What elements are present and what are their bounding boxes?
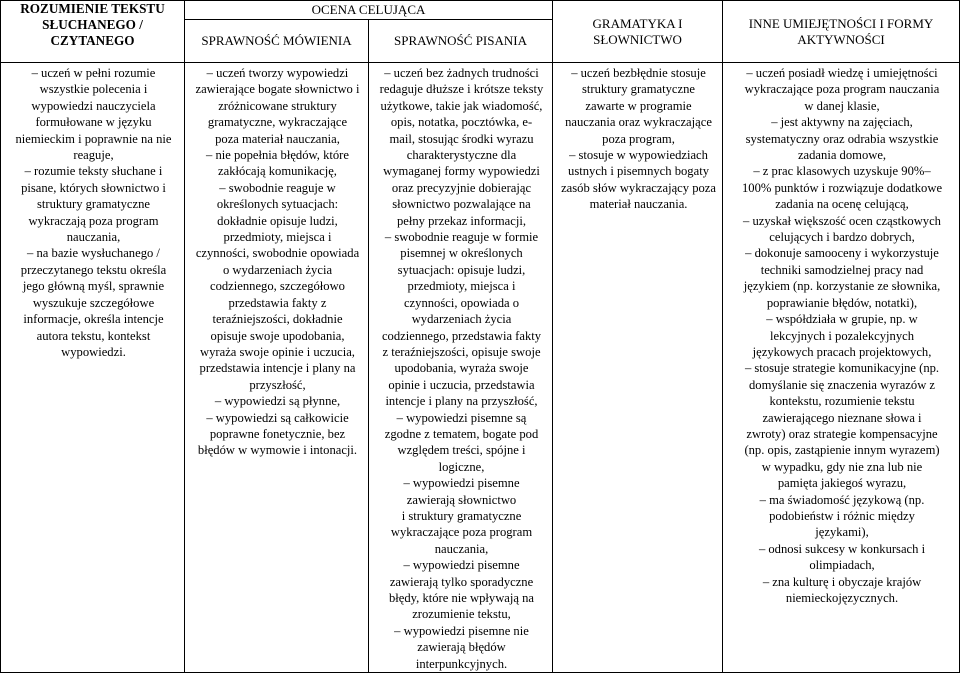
criteria-line: oraz precyzyjnie dobierając bbox=[391, 180, 532, 195]
criteria-cell-speaking bbox=[185, 63, 369, 673]
criteria-line: pisane, których słownictwo i bbox=[21, 180, 166, 195]
criteria-line: struktury gramatyczne bbox=[37, 197, 150, 212]
criteria-line: nauczania oraz wykraczające bbox=[565, 115, 712, 130]
criteria-line: – współdziała w grupie, np. w bbox=[766, 312, 918, 327]
criteria-line: z teraźniejszości, opisuje swoje bbox=[382, 344, 541, 359]
criteria-line: – uzyskał większość ocen cząstkowych bbox=[743, 213, 941, 228]
criteria-line: zróżnicowane struktury bbox=[218, 98, 337, 113]
header-line: ROZUMIENIE TEKSTU bbox=[20, 1, 165, 16]
criteria-line: – wypowiedzi są całkowicie bbox=[206, 410, 349, 425]
criteria-line: nauczania, bbox=[434, 541, 489, 556]
criteria-line: jego główną myśl, sprawnie bbox=[22, 279, 165, 294]
criteria-line: – swobodnie reaguje w bbox=[219, 180, 336, 195]
criteria-line: wypowiedzi nauczyciela bbox=[31, 98, 156, 113]
criteria-line: – uczeń bez żadnych trudności bbox=[384, 66, 539, 80]
criteria-line: – z prac klasowych uzyskuje 90%– bbox=[753, 164, 931, 179]
criteria-line: – uczeń tworzy wypowiedzi bbox=[206, 66, 349, 80]
criteria-line: kontekstu, rozumienie tekstu bbox=[769, 394, 915, 409]
criteria-line: – wypowiedzi pisemne bbox=[403, 476, 520, 491]
criteria-line: zawierającego nieznane słowa i bbox=[762, 410, 922, 425]
criteria-line: niemieckojęzycznych. bbox=[785, 591, 899, 605]
criteria-line: lekcyjnych i pozalekcyjnych bbox=[769, 328, 915, 343]
criteria-cell-writing bbox=[369, 63, 553, 673]
criteria-line: wszystkie polecenia i bbox=[39, 82, 148, 97]
criteria-line: względem treści, spójne i bbox=[397, 443, 526, 458]
criteria-line: techniki samodzielnej pracy nad bbox=[760, 262, 924, 277]
criteria-line: zgodne z tematem, bogate pod bbox=[384, 426, 539, 441]
criteria-line: zadania domowe, bbox=[797, 148, 887, 163]
criteria-line: opisuje swoje upodobania, bbox=[210, 328, 345, 343]
criteria-line: codziennego, szczegółowo bbox=[210, 279, 345, 294]
criteria-line: przedstawia intencje i plany na bbox=[199, 361, 356, 376]
criteria-line: – jest aktywny na zajęciach, bbox=[771, 115, 913, 130]
criteria-line: – swobodnie reaguje w formie bbox=[384, 230, 539, 245]
criteria-line: mail, stosując środki wyrazu bbox=[389, 131, 534, 146]
criteria-line: opis, notatka, pocztówka, e- bbox=[390, 115, 533, 130]
column-header-writing: SPRAWNOŚĆ PISANIA bbox=[369, 20, 553, 63]
criteria-line: reaguje, bbox=[73, 148, 114, 163]
criteria-line: – uczeń posiadł wiedzę i umiejętności bbox=[746, 66, 938, 80]
criteria-line: – uczeń bezbłędnie stosuje bbox=[571, 66, 706, 80]
criteria-line: – uczeń w pełni rozumie bbox=[31, 66, 156, 80]
header-line: AKTYWNOŚCI bbox=[797, 31, 885, 47]
criteria-line: – odnosi sukcesy w konkursach i bbox=[758, 541, 926, 556]
criteria-line: teraźniejszości, dokładnie bbox=[212, 312, 343, 327]
criteria-line: przedmioty, miejsca i bbox=[223, 230, 332, 245]
criteria-line: charakterystyczne dla bbox=[406, 148, 517, 163]
criteria-line: słownictwo pozwalające na bbox=[392, 197, 531, 212]
criteria-line: autora tekstu, kontekst bbox=[36, 328, 151, 343]
criteria-line: poprawianie błędów, notatki), bbox=[766, 295, 918, 310]
criteria-line: zrozumienie tekstu, bbox=[412, 607, 511, 622]
criteria-line: ustnych i pisemnych bogaty bbox=[568, 164, 709, 179]
criteria-line: – wypowiedzi pisemne są bbox=[396, 410, 527, 425]
criteria-line: przeczytanego tekstu określa bbox=[20, 262, 167, 277]
criteria-line: dokładnie opisuje ludzi, bbox=[217, 213, 338, 228]
criteria-line: – rozumie teksty słuchane i bbox=[24, 164, 163, 179]
column-header-reading-listening bbox=[1, 1, 185, 63]
criteria-line: wypowiedzi. bbox=[61, 344, 126, 359]
criteria-line: – na bazie wysłuchanego / bbox=[27, 246, 160, 261]
criteria-line: systematyczny oraz odrabia wszystkie bbox=[745, 131, 939, 146]
criteria-line: poza materiał nauczania, bbox=[215, 131, 340, 146]
criteria-line: językowych pracach projektowych, bbox=[752, 344, 932, 359]
criteria-line: – wypowiedzi pisemne nie bbox=[394, 623, 529, 638]
criteria-line: zawierają błędów bbox=[417, 640, 506, 655]
criteria-line: 100% punktów i rozwiązuje dodatkowe bbox=[741, 180, 943, 195]
criteria-line: formułowane w języku bbox=[35, 115, 152, 130]
criteria-line: – stosuje strategie komunikacyjne (np. bbox=[744, 361, 940, 376]
criteria-line: błędy, które nie wpływają na bbox=[389, 591, 535, 605]
criteria-line: zadania na ocenę celującą, bbox=[775, 197, 909, 212]
criteria-line: intencje i plany na przyszłość, bbox=[385, 394, 538, 409]
criteria-line: wykraczają poza program bbox=[28, 213, 159, 228]
criteria-line: zawarte w programie bbox=[585, 98, 692, 113]
criteria-cell-grammar-vocabulary bbox=[553, 63, 723, 673]
criteria-line: – dokonuje samooceny i wykorzystuje bbox=[745, 246, 939, 261]
criteria-line: wyszukuje szczegółowe bbox=[32, 295, 155, 310]
criteria-line: opinie i uczucia, przedstawia bbox=[388, 377, 535, 392]
criteria-line: zawierają słownictwo bbox=[406, 492, 517, 507]
criteria-line: celujących i bardzo dobrych, bbox=[769, 230, 915, 245]
criteria-line: i struktury gramatyczne bbox=[401, 508, 522, 523]
criteria-line: przyszłość, bbox=[249, 377, 306, 392]
criteria-line: pełny przekaz informacji, bbox=[396, 213, 527, 228]
criteria-line: codziennego, przedstawia fakty bbox=[381, 328, 542, 343]
criteria-line: o wydarzeniach życia bbox=[222, 262, 333, 277]
criteria-line: informacje, określa intencje bbox=[23, 312, 164, 327]
criteria-line: – ma świadomość językową (np. bbox=[759, 492, 925, 507]
column-header-grammar-vocabulary bbox=[553, 1, 723, 63]
criteria-line: zawierające bogate słownictwo i bbox=[195, 82, 360, 97]
criteria-line: w danej klasie, bbox=[804, 98, 880, 113]
header-line: SŁOWNICTWO bbox=[593, 31, 682, 47]
criteria-cell-reading-listening bbox=[1, 63, 185, 673]
criteria-line: (np. opis, zastąpienie innym wyrazem) bbox=[744, 443, 940, 458]
column-header-speaking: SPRAWNOŚĆ MÓWIENIA bbox=[185, 20, 369, 63]
criteria-line: – wypowiedzi są płynne, bbox=[214, 394, 341, 409]
criteria-line: zwroty) oraz strategie kompensacyjne bbox=[746, 426, 938, 441]
criteria-line: błędów w wymowie i intonacji. bbox=[197, 443, 358, 458]
criteria-line: zawierają tylko sporadyczne bbox=[389, 574, 534, 589]
criteria-line: zasób słów wykraczający poza bbox=[561, 180, 716, 195]
criteria-line: domyślanie się znaczenia wyrazów z bbox=[749, 377, 936, 392]
criteria-line: wymaganej formy wypowiedzi bbox=[383, 164, 540, 179]
criteria-line: wykraczające poza program nauczania bbox=[744, 82, 940, 97]
criteria-line: czynności, opowiada o bbox=[403, 295, 520, 310]
column-header-other-skills bbox=[723, 1, 960, 63]
header-line: GRAMATYKA I bbox=[592, 15, 683, 31]
criteria-line: interpunkcyjnych. bbox=[415, 656, 508, 671]
criteria-line: gramatyczne, wykraczające bbox=[207, 115, 348, 130]
header-line: CZYTANEGO bbox=[50, 33, 135, 48]
criteria-line: przedstawia fakty z bbox=[228, 295, 327, 310]
criteria-line: redaguje dłuższe i krótsze teksty bbox=[379, 82, 544, 97]
criteria-line: materiał nauczania. bbox=[589, 197, 688, 212]
criteria-line: olimpiadach, bbox=[809, 558, 875, 573]
criteria-line: struktury gramatyczne bbox=[582, 82, 695, 97]
criteria-line: czynności, swobodnie opowiada bbox=[195, 246, 360, 261]
header-line: INNE UMIEJĘTNOŚCI I FORMY bbox=[748, 15, 934, 31]
criteria-line: wydarzeniach życia bbox=[411, 312, 512, 327]
criteria-line: sytuacjach: opisuje ludzi, bbox=[397, 262, 526, 277]
criteria-line: wykraczające poza program bbox=[390, 525, 533, 540]
criteria-line: językami), bbox=[815, 525, 869, 540]
criteria-line: – wypowiedzi pisemne bbox=[403, 558, 520, 573]
criteria-line: upodobania, wyraża swoje bbox=[394, 361, 529, 376]
criteria-line: – nie popełnia błędów, które bbox=[206, 148, 349, 163]
criteria-cell-other-skills bbox=[723, 63, 960, 673]
criteria-line: podobieństw i różnic między bbox=[769, 508, 915, 523]
criteria-line: użytkowe, takie jak wiadomość, bbox=[380, 98, 543, 113]
criteria-line: logiczne, bbox=[438, 459, 485, 474]
criteria-line: językiem (np. korzystanie ze słownika, bbox=[743, 279, 941, 294]
criteria-line: określonych sytuacjach: bbox=[216, 197, 339, 212]
criteria-line: niemieckim i poprawnie na nie bbox=[15, 131, 172, 146]
criteria-line: – zna kulturę i obyczaje krajów bbox=[762, 574, 922, 589]
criteria-line: pisemnej w określonych bbox=[400, 246, 523, 261]
criteria-line: poza program, bbox=[602, 131, 675, 146]
criteria-line: przedmioty, miejsca i bbox=[407, 279, 516, 294]
criteria-line: wyraża swoje opinie i uczucia, bbox=[200, 344, 355, 359]
criteria-line: poprawne fonetycznie, bez bbox=[209, 426, 346, 441]
criteria-line: zakłócają komunikację, bbox=[218, 164, 337, 179]
criteria-line: – stosuje w wypowiedziach bbox=[569, 148, 708, 163]
header-line: SŁUCHANEGO / bbox=[42, 17, 143, 32]
criteria-line: nauczania, bbox=[66, 230, 121, 245]
criteria-line: pamięta jakiegoś wyrazu, bbox=[777, 476, 907, 491]
grade-title: OCENA CELUJĄCA bbox=[185, 1, 553, 20]
criteria-line: w wypadku, gdy nie zna lub nie bbox=[761, 459, 923, 474]
